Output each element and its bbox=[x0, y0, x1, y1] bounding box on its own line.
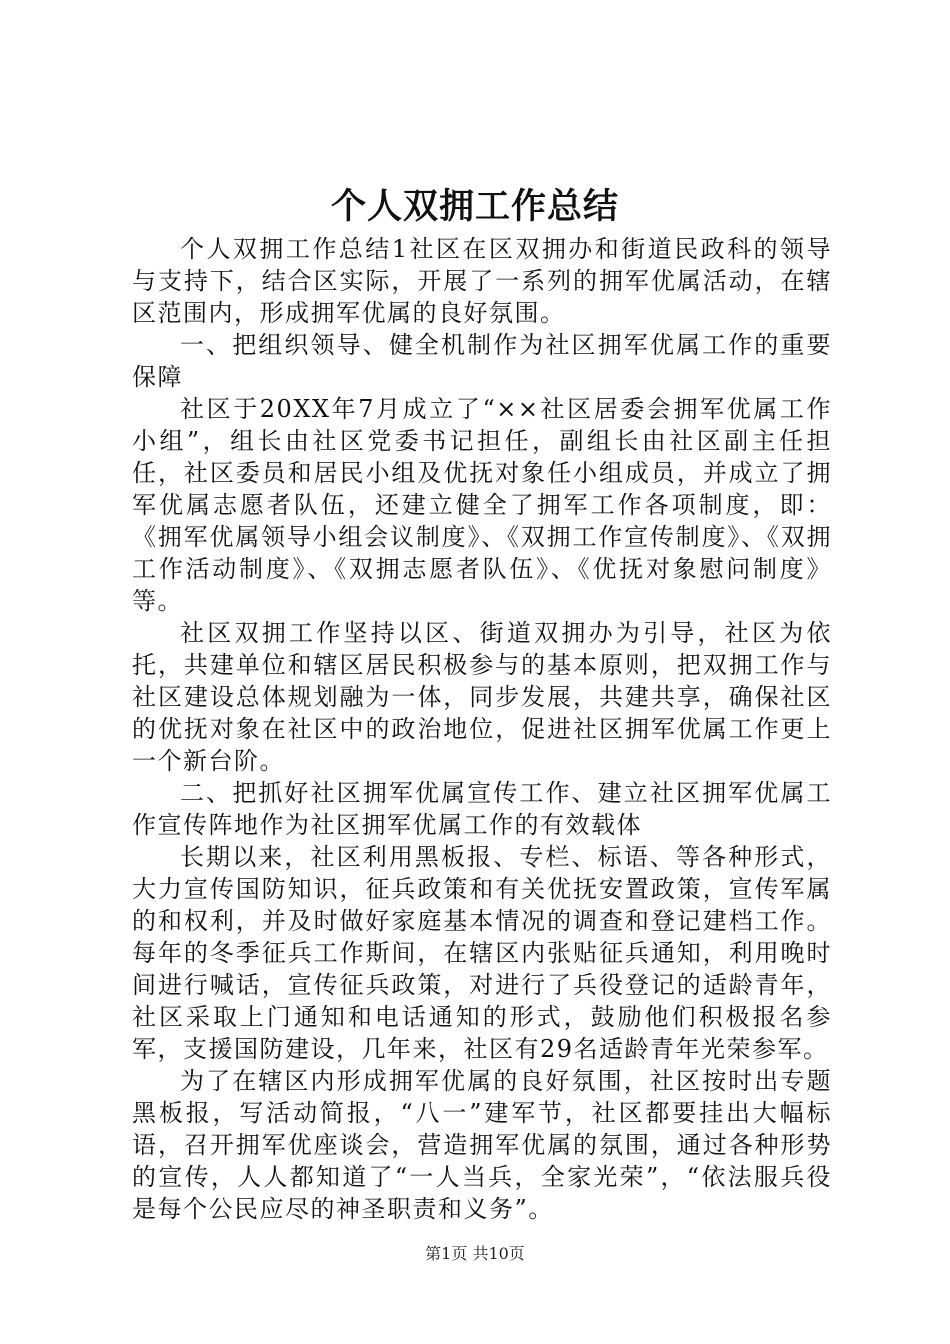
paragraph-principles: 社区双拥工作坚持以区、街道双拥办为引导，社区为依托，共建单位和辖区居民积极参与的基本原则，把双拥工作与社区建设总体规划融为一体，同步发展，共建共享，确保社区的优抚对象在社区中的政治地位，促进社区拥军优属工作更上一个新台阶。 bbox=[132, 619, 832, 775]
paragraph-atmosphere: 为了在辖区内形成拥军优属的良好氛围，社区按时出专题黑板报，写活动简报，“八一”建军节，社区都要挂出大幅标语，召开拥军优座谈会，营造拥军优属的氛围，通过各种形势的宣传，人人都知道了“一人当兵，全家光荣”，“依法服兵役是每个公民应尽的神圣职责和义务”。 bbox=[132, 1067, 832, 1223]
paragraph-organization: 社区于20XX年7月成立了“××社区居委会拥军优属工作小组”，组长由社区党委书记担任，副组长由社区副主任担任，社区委员和居民小组及优抚对象任小组成员，并成立了拥军优属志愿者队伍，还建立健全了拥军工作各项制度，即：《拥军优属领导小组会议制度》、《双拥工作宣传制度》、《双拥工作活动制度》、《双拥志愿者队伍》、《优抚对象慰问制度》等。 bbox=[132, 395, 832, 615]
page-footer: 第1页 共10页 bbox=[425, 1244, 525, 1263]
document-body bbox=[132, 233, 832, 1225]
paragraph-intro: 个人双拥工作总结1社区在区双拥办和街道民政科的领导与支持下，结合区实际，开展了一系列的拥军优属活动，在辖区范围内，形成拥军优属的良好氛围。 bbox=[132, 235, 832, 327]
section-heading-2: 二、把抓好社区拥军优属宣传工作、建立社区拥军优属工作宣传阵地作为社区拥军优属工作的有效载体 bbox=[132, 779, 832, 839]
section-heading-1: 一、把组织领导、健全机制作为社区拥军优属工作的重要保障 bbox=[132, 331, 832, 391]
document-title: 个人双拥工作总结 bbox=[330, 186, 619, 227]
paragraph-publicity: 长期以来，社区利用黑板报、专栏、标语、等各种形式，大力宣传国防知识，征兵政策和有关优抚安置政策，宣传军属的和权利，并及时做好家庭基本情况的调查和登记建档工作。每年的冬季征兵工作斯间，在辖区内张贴征兵通知，利用晚时间进行喊话，宣传征兵政策，对进行了兵役登记的适龄青年，社区采取上门通知和电话通知的形式，鼓励他们积极报名参军，支援国防建设，几年来，社区有29名适龄青年光荣参军。 bbox=[132, 843, 832, 1063]
